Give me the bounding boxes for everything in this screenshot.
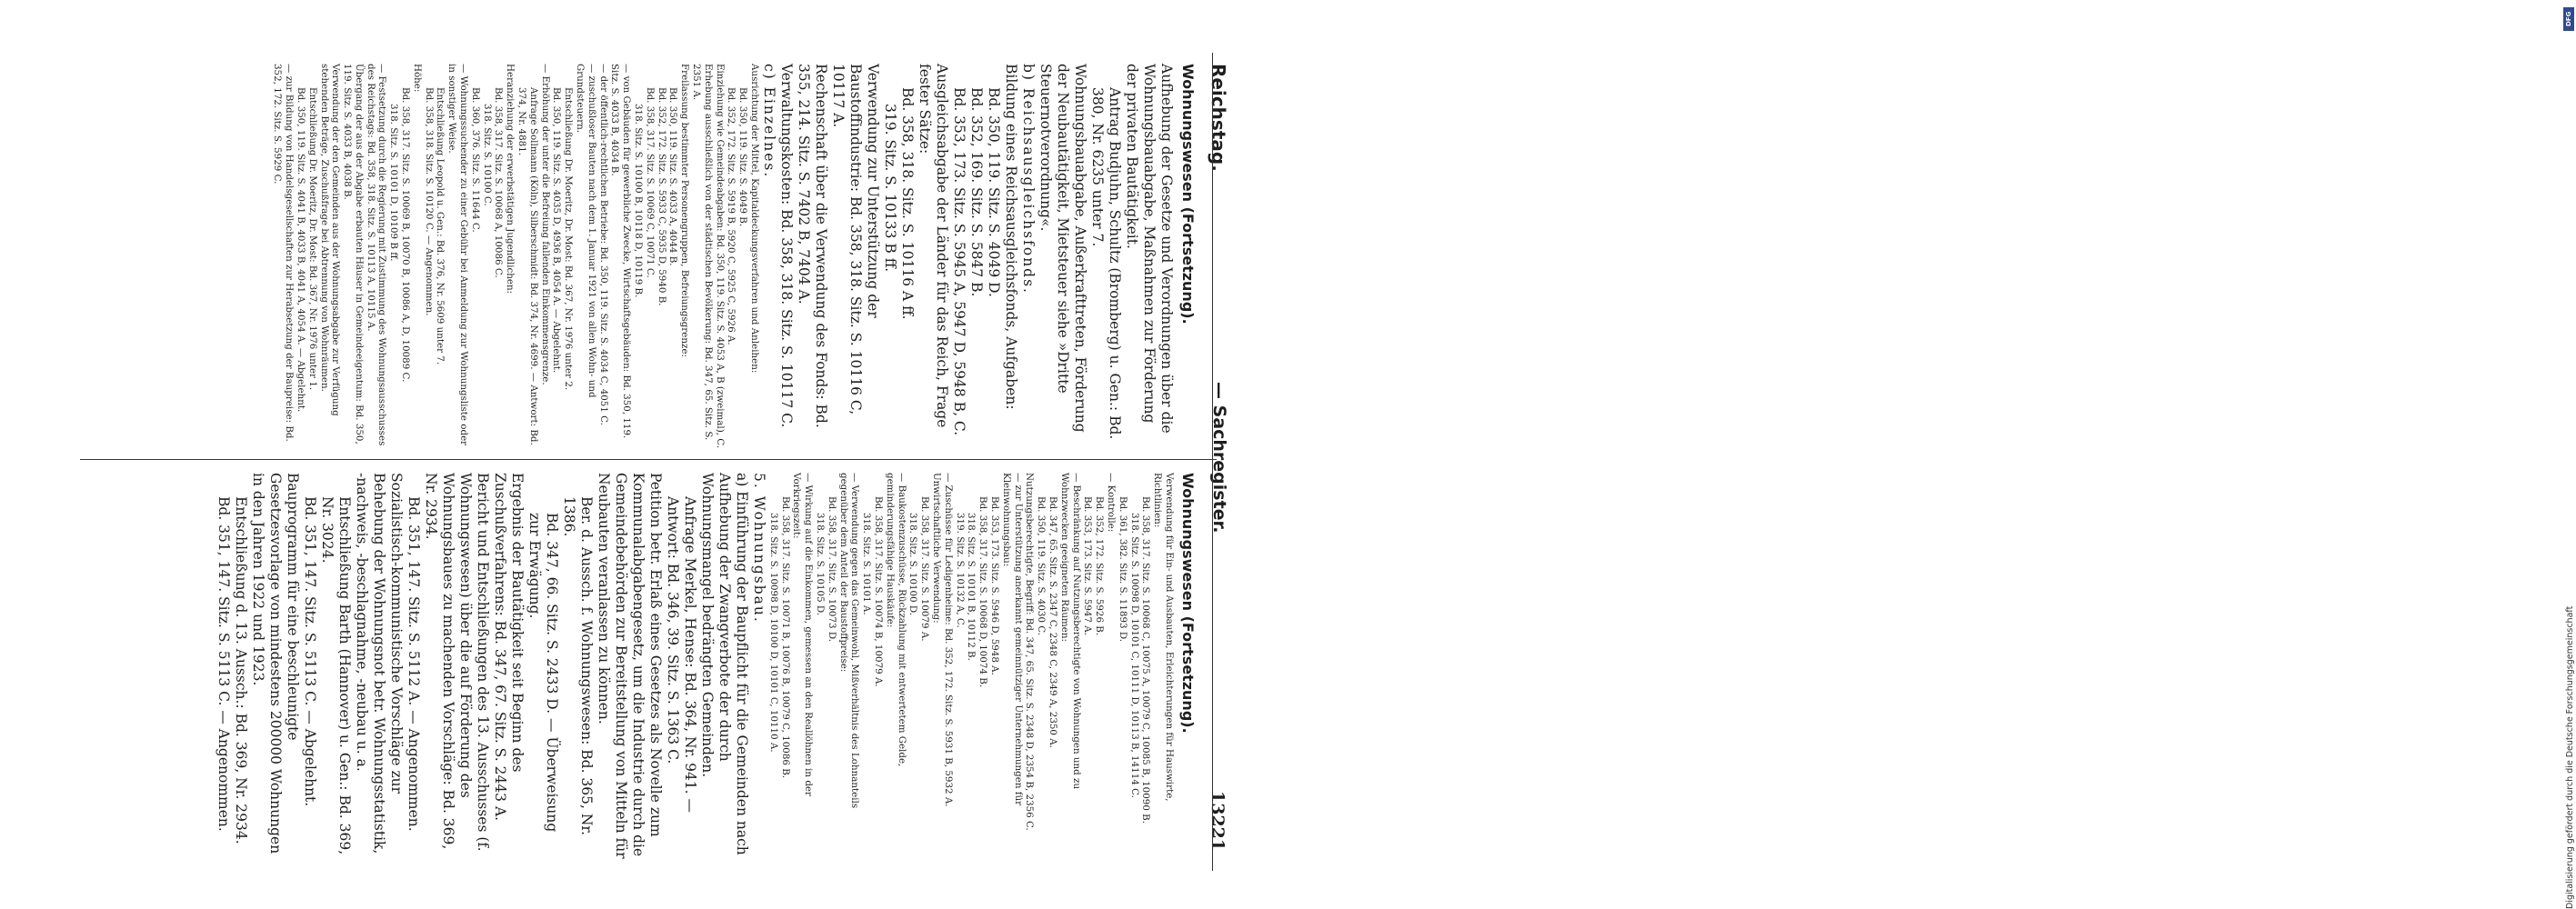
index-entry: Entschließung Dr. Moeritz, Dr. Most: Bd. 367, Nr. 1976 unter 1. (306, 87, 318, 391)
index-entry: 319. Sitz. S. 10132 A, C. (954, 513, 966, 628)
index-entry: Verwaltungskosten: Bd. 358, 318. Sitz. S. 10117 C. (778, 64, 795, 428)
index-entry: Bd. 352, 172. Sitz. S. 5926 B. (1094, 496, 1106, 636)
index-entry: Bd. 350, 119. Sitz. S. 4049 D. (986, 87, 1002, 297)
index-entry: Ber. d. Aussch. f. Wohnungswesen: Bd. 365, Nr. 1386. (561, 496, 596, 836)
header-rule (1212, 53, 1213, 871)
index-entry: Höhe: (411, 64, 423, 93)
index-entry: — Erhöhung der unter die Befreiung fallenden Einkommensgrenze. (539, 64, 551, 385)
index-entry: — zuschußloser Bauten nach dem 1. Januar 1921 von allen Wohn- und Grundsteuern. (575, 64, 597, 398)
index-entry: Ergebnis der Bautätigkeit seit Beginn des Zuschußverfahrens: Bd. 347, 67. Sitz. S. 2443 A. (492, 473, 526, 822)
index-entry: Bd. 352, 169. Sitz. S. 5847 B. (968, 87, 985, 297)
index-entry: Bd. 358, 317. Sitz. S. 10073 D. (826, 496, 837, 642)
index-entry: Bd. 350, 119. Sitz. S. 4033 A, 4044 B. (667, 87, 679, 266)
index-entry: — Kontrolle: (1106, 473, 1118, 533)
index-entry: 5. Wohnungsbau. (751, 473, 768, 624)
index-entry: Unwirtschaftliche Verwendung: (931, 473, 943, 624)
index-entry: — Verwendung gegen das Gemeinwohl, Mißverhältnis des Lohnanteils gegenüber dem Anteil der Baustoffpreise: (837, 473, 861, 809)
index-entry: Bd. 358, 318. Sitz. S. 10116 A ff. (899, 87, 916, 320)
index-entry: 318. Sitz. S. 10098 D, 10100 D, 10101 C, 10110 A. (767, 513, 779, 753)
index-entry: 318. Sitz. S. 10100 D. (907, 513, 919, 616)
index-entry: — von Gebäuden für gewerbliche Zwecke, Wirtschaftsgebäuden: Bd. 350, 119. Sitz. S. 4033 B, 4034 B. (609, 64, 633, 439)
index-entry: — Wirkung auf die Einkommen, gemessen an den Reallöhnen in der Vorkriegszeit: (791, 473, 815, 796)
index-entry: Antrag Budjuhn, Schultz (Bromberg) u. Gen.: Bd. 380, Nr. 6235 unter 7. (1089, 87, 1123, 440)
index-entry: Nutzungsberechtigte, Begriff: Bd. 347, 65. Sitz. S. 2348 D, 2354 B, 2356 C. (1024, 473, 1036, 831)
index-entry: Sozialistisch-kommunistische Vorschläge zur Behebung der Wohnungsnot betr. Wohnungsstatistik, -nachweis, -beschlagnahme, -neubau u. a. (354, 473, 406, 854)
index-entry: Petition betr. Erlaß eines Gesetzes als Novelle zum Kommunalabgabengesetz, um die Industrie durch die Gemeindebehörden zur Bereitstellung von Mitteln für Neubauten veranlassen zu können. (596, 473, 665, 859)
index-entry: Wohnungsbauabgabe, Außerkrafttreten, Förderung der Neubautätigkeit, Mietsteuer siehe »Dritte Steuernotverordnung«. (1037, 64, 1088, 433)
index-entry: Bd. 351, 147. Sitz. S. 5113 C. — Abgelehnt. (302, 496, 319, 807)
index-entry: Bd. 353, 173. Sitz. S. 5947 A. (1082, 496, 1094, 635)
index-entry: Verwendung der den Gemeinden aus der Wohnungsabgabe zur Verfügung stehenden Beträge, Zuschußfrage bei Abtrennung von Wohnräumen. (318, 64, 342, 416)
index-entry: 318. Sitz. S. 10100 B, 10118 D, 10119 B. (633, 104, 645, 298)
index-entry: Bd. 358, 317. Sitz. S. 10068 C, 10075 A, 10079 C, 10085 B, 10090 B. (1140, 496, 1152, 824)
index-entry: Rechenschaft über die Verwendung des Fonds: Bd. 355, 214. Sitz. S. 7402 B, 7404 A. (796, 64, 829, 428)
index-entry: 318. Sitz. S. 10101 B, 10112 B. (966, 513, 977, 661)
header-left-title: Reichstag. (1208, 64, 1229, 172)
index-entry: Bd. 358, 318. Sitz. S. 10120 C. — Angenommen. (423, 87, 435, 316)
index-entry: 318. Sitz. S. 10105 D. (815, 513, 827, 616)
scan-strip (1273, 0, 2575, 909)
index-entry: Bildung eines Reichsausgleichsfonds, Aufgaben: (1003, 64, 1019, 410)
index-entry: 319. Sitz. S. 10133 B ff. (882, 104, 898, 273)
index-entry: Bd. 351, 147. Sitz. S. 5112 A. — Angenommen. (406, 496, 423, 832)
index-entry: Entschließung d. 13. Aussch.: Bd. 369, Nr. 2934. (233, 496, 250, 844)
index-entry: Bd. 360, 376. Sitz. S. 11644 C. (469, 87, 481, 233)
index-entry: Erhebung ausschließlich von der städtischen Bevölkerung: Bd. 347, 65. Sitz. S. 2351 A. (691, 64, 714, 441)
index-entry: — Beschränkung auf Nutzungsberechtigte von Wohnungen und zu Wohnzwecken geeigneten Räumen: (1058, 473, 1082, 790)
right-column-heading: Wohnungswesen (Fortsetzung). (1179, 473, 1197, 734)
index-entry: Entschließung Leopold u. Gen.: Bd. 376, Nr. 5609 unter 7. (435, 87, 446, 365)
index-entry: — Festsetzung durch die Regierung mit Zustimmung des Wohnungsausschusses des Reichstags: Bd. 358, 318. Sitz. S. 10113 A, 10115 A. (365, 64, 388, 446)
index-entry: — der öffentlich-rechtlichen Betriebe: Bd. 350, 119. Sitz. S. 4034 C, 4051 C. (597, 64, 609, 425)
index-entry: Bd. 352, 172. Sitz. S. 5919 B, 5920 C, 5925 C, 5926 A. (726, 87, 737, 345)
index-entry: Bd. 358, 317. Sitz. S. 10074 B, 10079 A. (873, 496, 885, 687)
index-entry: Bd. 351, 147. Sitz. S. 5113 C. — Angenommen. (216, 496, 233, 832)
index-entry: Bericht und Entschließungen des 13. Ausschusses (f. Wohnungswesen) über die auf Förderung des Wohnungsbaues zu machenden Vorschläge: Bd. 369, Nr. 2934. (423, 473, 492, 852)
index-entry: Bd. 350, 119. Sitz. S. 4030 C. (1036, 496, 1047, 636)
left-column-heading: Wohnungswesen (Fortsetzung). (1179, 64, 1197, 325)
index-entry: Einziehung wie Gemeindeabgaben: Bd. 350, 119. Sitz. S. 4053 A, B (zweimal), C. (714, 64, 726, 449)
index-entry: b) Reichsausgleichsfonds. (1020, 64, 1037, 295)
right-column (78, 473, 1197, 859)
index-entry: 318. Sitz. S. 10101 D, 10109 B ff. (388, 104, 400, 262)
index-entry: Bd. 358, 317. Sitz. S. 10079 A. (919, 496, 931, 642)
index-entry: Bd. 350, 119. Sitz. S. 4041 B, 4033 B, 4041 A, 4054 A. — Abgelehnt. (295, 87, 306, 413)
index-entry: Ausrichtung der Mittel, Kapitaldeckungsverfahren und Anleihen: (749, 64, 760, 374)
left-column (78, 64, 1197, 450)
index-entry: — Baukostenzuschüsse, Rückzahlung mit entwertetem Gelde, geminderungsfähige Hauskäufe: (884, 473, 907, 767)
index-entry: Bd. 358, 317. Sitz. S. 10069 B, 10070 B, 10086 A, D, 10089 C. (400, 87, 412, 383)
index-entry: Bd. 347, 65. Sitz. S. 2347 C, 2348 C, 2349 A, 2350 A. (1047, 496, 1059, 748)
page-header (1202, 0, 1257, 909)
digitization-note: Digitalisierung gefördert durch die Deutsche Forschungsgemeinschaft (2565, 605, 2575, 909)
index-entry: Bd. 350, 119. Sitz. S. 4035 D, 4936 B, 4054 A. — Abgelehnt. (551, 87, 563, 374)
index-entry: Anfrage Merkel, Hense: Bd. 364, Nr. 941. — Antwort: Bd. 346, 39. Sitz. S. 1363 C. (665, 496, 699, 814)
index-entry: 318. Sitz. S. 10101 A. (861, 513, 873, 615)
index-entry: c) Einzelnes. (761, 64, 777, 179)
index-entry: Bd. 353, 173. Sitz. S. 5945 A, 5947 D, 5948 B, C. (951, 87, 967, 436)
page-number: 13221 (1208, 791, 1228, 852)
index-entry: Entschließung Dr. Moeritz, Dr. Most: Bd. 367, Nr. 1976 unter 2. (563, 87, 575, 391)
index-entry: Freilassung bestimmter Personengruppen, Befreiungsgrenze: (679, 64, 691, 358)
index-entry: Bd. 358, 317. Sitz. S. 10071 B, 10076 B, 10079 C, 10086 B. (779, 496, 791, 779)
index-entry: — zur Unterstützung anerkannt gemeinnütziger Unternehmungen für Kleinwohnungsbau: (1000, 473, 1024, 806)
index-entry: Bd. 347, 66. Sitz. S. 2433 D. — Überweisung zur Erwägung. (526, 513, 561, 833)
index-entry: — Wohnungssuchender zu einer Gebühr bei Anmeldung zur Wohnungsliste oder in sonstiger Weise. (446, 64, 470, 446)
index-entry: Aufhebung der Gesetze und Verordnungen über die Wohnungsbauabgabe, Maßnahmen zur Förderung der privaten Bautätigkeit. (1124, 64, 1175, 434)
index-entry: Verwendung zur Unterstützung der Baustoffindustrie: Bd. 358, 318. Sitz. S. 10116 C, 10117 A. (830, 64, 881, 415)
index-entry: Bd. 358, 317. Sitz. S. 10069 C, 10071 C. (644, 87, 656, 278)
index-entry: Bd. 353, 173. Sitz. S. 5946 D, 5948 A. (989, 496, 1001, 675)
index-entry: — zur Bildung von Handelsgesellschaften zur Herabsetzung der Baupreise: Bd. 352, 172. Sitz. S. 5929 C. (272, 64, 296, 442)
index-entry: Bd. 350, 119. Sitz. S. 4049 B. (737, 87, 749, 227)
index-entry: Bd. 358, 317. Sitz. S. 10068 D, 10074 B. (977, 496, 989, 688)
index-entry: Ausgleichsabgabe der Länder für das Reich, Frage fester Sätze: (917, 64, 950, 428)
index-entry: Bd. 358, 317. Sitz. S. 10068 A, 10086 C. (493, 87, 505, 278)
index-entry: Entschließung Barth (Hannover) u. Gen.: Bd. 369, Nr. 3024. (319, 496, 354, 855)
header-center-title: — Sachregister. (1209, 382, 1229, 534)
index-entry: a) Einführung der Baupflicht für die Gemeinden nach Aufhebung der Zwangverbote der durch Wohnungsmangel bedrängten Gemeinden. (699, 473, 751, 855)
index-entry: Heranziehung der erwerbstätigen Jugendlichen: (505, 64, 516, 295)
index-entry: — Zuschüsse für Ledigenheime: Bd. 352, 172. Sitz. S. 5931 B, 5932 A. (942, 473, 954, 807)
index-entry: Anfrage Sollmann (Köln), Silberschmidt: Bd. 374, Nr. 4699. — Antwort: Bd. 374, Nr. 4881. (516, 87, 539, 445)
dfg-logo: DFG (2563, 7, 2574, 31)
rotated-page (0, 0, 1273, 909)
index-entry: 318. Sitz. S. 10100 C. (481, 104, 493, 206)
index-entry: Übergang der aus der Abgabe erbauten Häuser in Gemeindeeigentum: Bd. 350, 119. Sitz. S. 4033 B, 4038 B. (342, 64, 365, 445)
index-entry: Verwendung für Ein- und Ausbauten, Erleichterungen für Hauswirte, Richtlinien: (1152, 473, 1175, 802)
index-entry: Bd. 352, 172. Sitz. S. 5933 C, 5935 D, 5940 B. (656, 87, 667, 306)
index-entry: Bauprogramm für eine beschleunigte Gesetzesvorlage von mindestens 200000 Wohnungen in den Jahren 1922 und 1923. (250, 473, 302, 854)
index-entry: Bd. 361, 382. Sitz. S. 11893 D. (1117, 496, 1128, 642)
index-entry: 318. Sitz. S. 10098 D, 10101 C, 10111 D, 10113 B, 14114 C. (1128, 513, 1140, 798)
column-rule (80, 459, 1217, 460)
